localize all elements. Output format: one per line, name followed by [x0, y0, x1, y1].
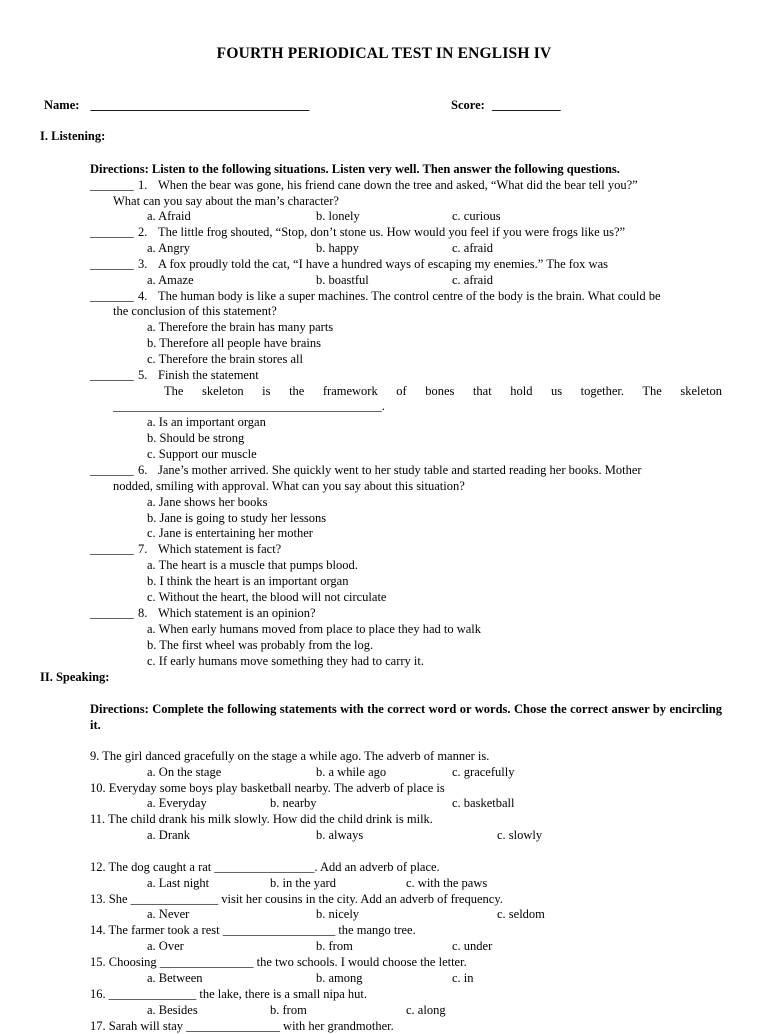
question-text: Which statement is fact? — [158, 542, 282, 556]
question-11: 11. The child drank his milk slowly. How did the child drink is milk. — [90, 812, 433, 826]
question-text: Jane’s mother arrived. She quickly went to her study table and started reading her books. Mother — [158, 463, 642, 477]
answer-blank[interactable]: _______ — [90, 368, 134, 382]
q14-option-b[interactable]: b. from — [316, 939, 353, 953]
q8-option-a[interactable]: a. When early humans moved from place to place they had to walk — [147, 622, 482, 636]
q1-option-a[interactable]: a. Afraid — [147, 209, 191, 223]
question-number: 5. — [138, 368, 148, 382]
q3-option-c[interactable]: c. afraid — [452, 273, 493, 287]
name-label: Name: — [44, 98, 80, 112]
answer-blank[interactable]: _______ — [90, 463, 134, 477]
q15-option-b[interactable]: b. among — [316, 971, 363, 985]
q2-option-b[interactable]: b. happy — [316, 241, 360, 255]
q6-option-c[interactable]: c. Jane is entertaining her mother — [147, 526, 313, 540]
question-12: 12. The dog caught a rat ________________. Add an adverb of place. — [90, 860, 440, 874]
q13-option-b[interactable]: b. nicely — [316, 907, 360, 921]
question-6-continued: nodded, smiling with approval. What can you say about this situation? — [113, 479, 465, 493]
answer-blank[interactable]: _______ — [90, 178, 134, 192]
q8-option-c[interactable]: c. If early humans move something they had to carry it. — [147, 654, 425, 668]
question-6 — [90, 462, 722, 478]
q15-option-a[interactable]: a. Between — [147, 971, 203, 985]
q8-option-b[interactable]: b. The first wheel was probably from the log. — [147, 638, 374, 652]
q13-option-c[interactable]: c. seldom — [497, 907, 545, 921]
question-number: 2. — [138, 225, 148, 239]
q13-option-a[interactable]: a. Never — [147, 907, 190, 921]
q12-option-b[interactable]: b. in the yard — [270, 876, 336, 890]
q6-option-a[interactable]: a. Jane shows her books — [147, 495, 268, 509]
q7-option-c[interactable]: c. Without the heart, the blood will not circulate — [147, 590, 387, 604]
q11-option-a[interactable]: a. Drank — [147, 828, 191, 842]
name-line: ___________________________________ — [90, 98, 310, 112]
question-14: 14. The farmer took a rest __________________ the mango tree. — [90, 923, 416, 937]
question-3 — [90, 256, 722, 272]
question-13: 13. She ______________ visit her cousins in the city. Add an adverb of frequency. — [90, 892, 503, 906]
score-label: Score: — [451, 98, 485, 112]
page-title: FOURTH PERIODICAL TEST IN ENGLISH IV — [216, 45, 552, 62]
q7-option-a[interactable]: a. The heart is a muscle that pumps blood. — [147, 558, 358, 572]
q11-option-c[interactable]: c. slowly — [497, 828, 543, 842]
q5-option-c[interactable]: c. Support our muscle — [147, 447, 257, 461]
question-5-statement: The skeleton is the framework of bones that hold us together. The skeleton — [164, 384, 722, 398]
q2-option-c[interactable]: c. afraid — [452, 241, 493, 255]
question-17: 17. Sarah will stay _______________ with her grandmother. — [90, 1019, 394, 1033]
speaking-directions: Directions: Complete the following statements with the correct word or words. Chose the correct answer by encircling it. — [90, 702, 722, 732]
q10-option-b[interactable]: b. nearby — [270, 796, 317, 810]
q9-option-c[interactable]: c. gracefully — [452, 765, 515, 779]
answer-blank[interactable]: _______ — [90, 289, 134, 303]
question-number: 8. — [138, 606, 148, 620]
q6-option-b[interactable]: b. Jane is going to study her lessons — [147, 511, 327, 525]
q3-option-a[interactable]: a. Amaze — [147, 273, 194, 287]
q16-option-b[interactable]: b. from — [270, 1003, 307, 1017]
q15-option-c[interactable]: c. in — [452, 971, 474, 985]
listening-directions: Directions: Listen to the following situations. Listen very well. Then answer the following questions. — [90, 162, 620, 176]
q5-option-a[interactable]: a. Is an important organ — [147, 415, 266, 429]
question-text: Finish the statement — [158, 368, 259, 382]
question-4-continued: the conclusion of this statement? — [113, 304, 277, 318]
question-number: 6. — [138, 463, 148, 477]
q16-option-a[interactable]: a. Besides — [147, 1003, 198, 1017]
question-1 — [90, 177, 722, 193]
name-field[interactable] — [44, 97, 309, 113]
q7-option-b[interactable]: b. I think the heart is an important organ — [147, 574, 349, 588]
answer-blank[interactable]: _______ — [90, 225, 134, 239]
question-16: 16. ______________ the lake, there is a small nipa hut. — [90, 987, 368, 1001]
answer-blank[interactable]: _______ — [90, 542, 134, 556]
question-15: 15. Choosing _______________ the two schools. I would choose the letter. — [90, 955, 467, 969]
q11-option-b[interactable]: b. always — [316, 828, 364, 842]
section-speaking-heading: II. Speaking: — [40, 670, 110, 684]
question-8 — [90, 605, 722, 621]
q1-option-b[interactable]: b. lonely — [316, 209, 360, 223]
q16-option-c[interactable]: c. along — [406, 1003, 446, 1017]
q10-option-c[interactable]: c. basketball — [452, 796, 515, 810]
section-listening-heading: I. Listening: — [40, 129, 106, 143]
question-5 — [90, 367, 722, 383]
q9-option-a[interactable]: a. On the stage — [147, 765, 222, 779]
answer-blank[interactable]: _______ — [90, 606, 134, 620]
answer-blank[interactable]: _______ — [90, 257, 134, 271]
question-7 — [90, 541, 722, 557]
question-text: The little frog shouted, “Stop, don’t stone us. How would you feel if you were frogs like us?” — [158, 225, 626, 239]
question-text: A fox proudly told the cat, “I have a hundred ways of escaping my enemies.” The fox was — [158, 257, 608, 271]
question-number: 1. — [138, 178, 148, 192]
question-9: 9. The girl danced gracefully on the stage a while ago. The adverb of manner is. — [90, 749, 490, 763]
q2-option-a[interactable]: a. Angry — [147, 241, 191, 255]
q1-option-c[interactable]: c. curious — [452, 209, 501, 223]
q9-option-b[interactable]: b. a while ago — [316, 765, 387, 779]
question-5-blank-line[interactable]: ___________________________________________. — [113, 399, 385, 413]
score-line: ___________ — [491, 98, 561, 112]
q4-option-b[interactable]: b. Therefore all people have brains — [147, 336, 321, 350]
question-text: When the bear was gone, his friend cane down the tree and asked, “What did the bear tell you?” — [158, 178, 638, 192]
q3-option-b[interactable]: b. boastful — [316, 273, 369, 287]
question-1-continued: What can you say about the man’s character? — [113, 194, 339, 208]
q12-option-c[interactable]: c. with the paws — [406, 876, 488, 890]
question-4 — [90, 288, 722, 304]
question-number: 7. — [138, 542, 148, 556]
score-field[interactable] — [451, 97, 561, 113]
question-text: Which statement is an opinion? — [158, 606, 316, 620]
question-10: 10. Everyday some boys play basketball nearby. The adverb of place is — [90, 781, 445, 795]
q4-option-a[interactable]: a. Therefore the brain has many parts — [147, 320, 334, 334]
question-number: 4. — [138, 289, 148, 303]
question-number: 3. — [138, 257, 148, 271]
q14-option-c[interactable]: c. under — [452, 939, 493, 953]
question-2 — [90, 224, 722, 240]
q14-option-a[interactable]: a. Over — [147, 939, 184, 953]
q12-option-a[interactable]: a. Last night — [147, 876, 210, 890]
question-text: The human body is like a super machines. The control centre of the body is the brain. What could be — [158, 289, 661, 303]
q10-option-a[interactable]: a. Everyday — [147, 796, 207, 810]
q4-option-c[interactable]: c. Therefore the brain stores all — [147, 352, 303, 366]
q5-option-b[interactable]: b. Should be strong — [147, 431, 245, 445]
